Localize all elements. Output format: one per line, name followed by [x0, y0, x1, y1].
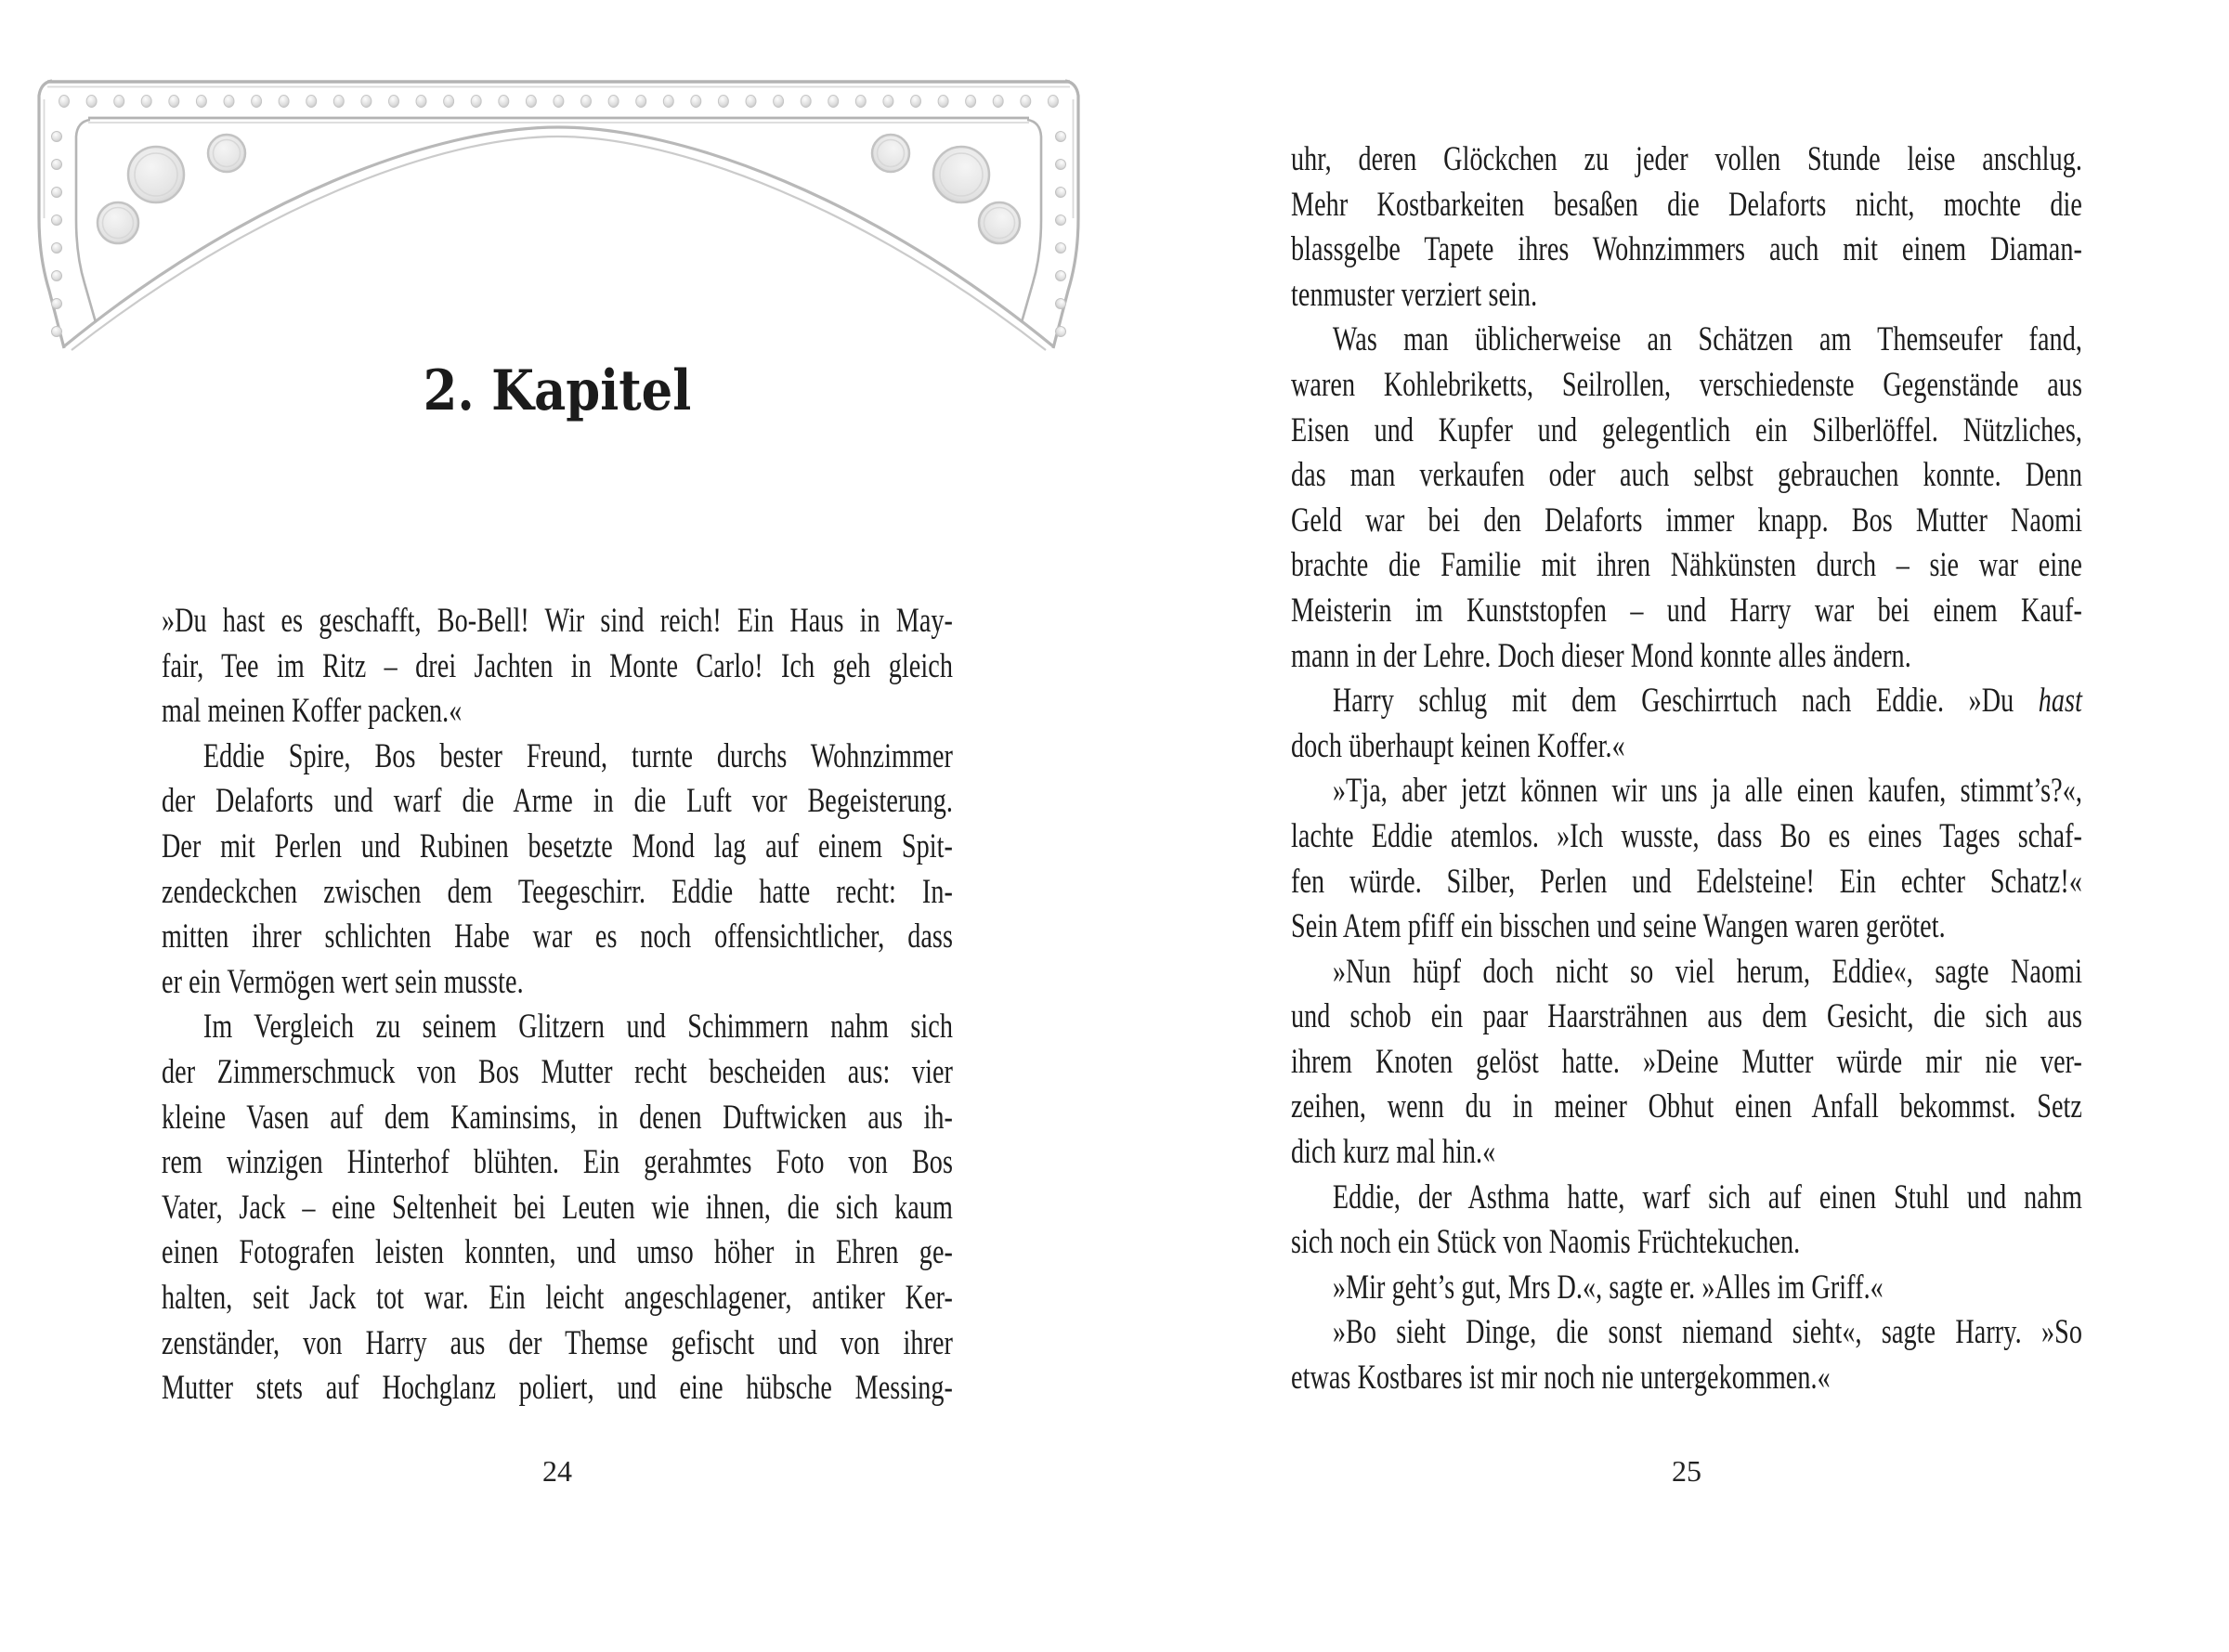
text-line: mann in der Lehre. Doch dieser Mond konnte alles ändern.: [1291, 636, 1911, 675]
text-line: Eisen und Kupfer und gelegentlich ein Silberlöffel. Nützliches,: [1291, 410, 2082, 449]
text-line: »Du hast es geschafft, Bo-Bell! Wir sind reich! Ein Haus in May-: [162, 602, 953, 640]
text-line: zendeckchen zwischen dem Teegeschirr. Eddie hatte recht: In-: [162, 872, 953, 911]
text-line: kleine Vasen auf dem Kaminsims, in denen Duftwicken aus ih-: [162, 1098, 953, 1137]
text-line: Sein Atem pfiff ein bisschen und seine Wangen waren gerötet.: [1291, 907, 1946, 946]
text-line: rem winzigen Hinterhof blühten. Ein gerahmtes Foto von Bos: [162, 1143, 953, 1182]
text-line: doch überhaupt keinen Koffer.«: [1291, 726, 1625, 765]
text-line: Harry schlug mit dem Geschirrtuch nach Eddie. »Du hast: [1332, 682, 2082, 721]
body-text-column: [162, 599, 953, 1411]
text-line: etwas Kostbares ist mir noch nie untergekommen.«: [1291, 1359, 1831, 1398]
text-line: Der mit Perlen und Rubinen besetzte Mond lag auf einem Spit-: [162, 826, 953, 865]
text-line: der Zimmerschmuck von Bos Mutter recht bescheiden aus: vier: [162, 1052, 953, 1091]
side-rivet-dots: [52, 132, 62, 337]
text-line: einen Fotografen leisten konnten, und umso höher in Ehren ge-: [162, 1233, 953, 1272]
text-line: waren Kohlebriketts, Seilrollen, verschiedenste Gegenstände aus: [1291, 365, 2082, 404]
text-line: dich kurz mal hin.«: [1291, 1133, 1496, 1172]
text-line: »Bo sieht Dinge, die sonst niemand sieht«, sagte Harry. »So: [1332, 1313, 2082, 1352]
text-line: uhr, deren Glöckchen zu jeder vollen Stunde leise anschlug.: [1291, 140, 2082, 178]
text-line: Im Vergleich zu seinem Glitzern und Schimmern nahm sich: [202, 1008, 953, 1047]
text-line: Eddie Spire, Bos bester Freund, turnte durchs Wohnzimmer: [202, 736, 953, 775]
body-text-column: [1291, 137, 2082, 1401]
text-line: er ein Vermögen wert sein musste.: [162, 962, 524, 1001]
text-line: zenständer, von Harry aus der Themse gefischt und von ihrer: [162, 1323, 953, 1362]
text-line: »Nun hüpf doch nicht so viel herum, Eddie«, sagte Naomi: [1332, 952, 2082, 991]
text-line: zeihen, wenn du in meiner Obhut einen Anfall bekommst. Setz: [1291, 1087, 2082, 1126]
text-line: Vater, Jack – eine Seltenheit bei Leuten wie ihnen, die sich kaum: [162, 1188, 953, 1227]
text-line: Mehr Kostbarkeiten besaßen die Delaforts nicht, mochte die: [1291, 185, 2082, 224]
chapter-title: 2. Kapitel: [423, 358, 692, 423]
bridge-girder-ornament: [36, 79, 1081, 354]
text-line: mal meinen Koffer packen.«: [162, 692, 463, 731]
right-page: [1291, 0, 2082, 1652]
text-line: brachte die Familie mit ihren Nähkünsten durch – sie war eine: [1291, 546, 2082, 585]
text-line: »Tja, aber jetzt können wir uns ja alle einen kaufen, stimmt’s?«,: [1332, 772, 2082, 811]
text-line: Mutter stets auf Hochglanz poliert, und eine hübsche Messing-: [162, 1369, 953, 1408]
text-line: sich noch ein Stück von Naomis Früchtekuchen.: [1291, 1223, 1801, 1262]
text-line: halten, seit Jack tot war. Ein leicht angeschlagener, antiker Ker-: [162, 1278, 953, 1317]
girder-wing: [39, 81, 245, 348]
text-line: das man verkaufen oder auch selbst gebrauchen konnte. Denn: [1291, 456, 2082, 495]
text-line: der Delaforts und warf die Arme in die Luft vor Begeisterung.: [162, 782, 953, 821]
text-line: mitten ihrer schlichten Habe war es noch offensichtlicher, dass: [162, 917, 953, 956]
left-page: [162, 0, 953, 1652]
text-line: tenmuster verziert sein.: [1291, 275, 1538, 314]
text-line: lachte Eddie atemlos. »Ich wusste, dass Bo es eines Tages schaf-: [1291, 816, 2082, 855]
text-line: Geld war bei den Delaforts immer knapp. Bos Mutter Naomi: [1291, 501, 2082, 540]
text-line: blassgelbe Tapete ihres Wohnzimmers auch mit einem Diaman-: [1291, 230, 2082, 269]
text-line: Was man üblicherweise an Schätzen am Themseufer fand,: [1332, 320, 2082, 359]
text-line: »Mir geht’s gut, Mrs D.«, sagte er. »Alles im Griff.«: [1332, 1268, 1884, 1307]
text-line: Eddie, der Asthma hatte, warf sich auf einen Stuhl und nahm: [1332, 1177, 2082, 1216]
text-line: und schob ein paar Haarsträhnen aus dem Gesicht, die sich aus: [1291, 997, 2082, 1036]
text-line: fair, Tee im Ritz – drei Jachten in Monte Carlo! Ich geh gleich: [162, 646, 953, 685]
text-line: Meisterin im Kunststopfen – und Harry war bei einem Kauf-: [1291, 591, 2082, 630]
text-line: ihrem Knoten gelöst hatte. »Deine Mutter würde mir nie ver-: [1291, 1042, 2082, 1081]
page-number: 25: [1672, 1454, 1701, 1488]
page-number: 24: [542, 1454, 572, 1488]
top-rivet-row: [59, 96, 1059, 108]
text-line: fen würde. Silber, Perlen und Edelsteine! Ein echter Schatz!«: [1291, 862, 2082, 901]
